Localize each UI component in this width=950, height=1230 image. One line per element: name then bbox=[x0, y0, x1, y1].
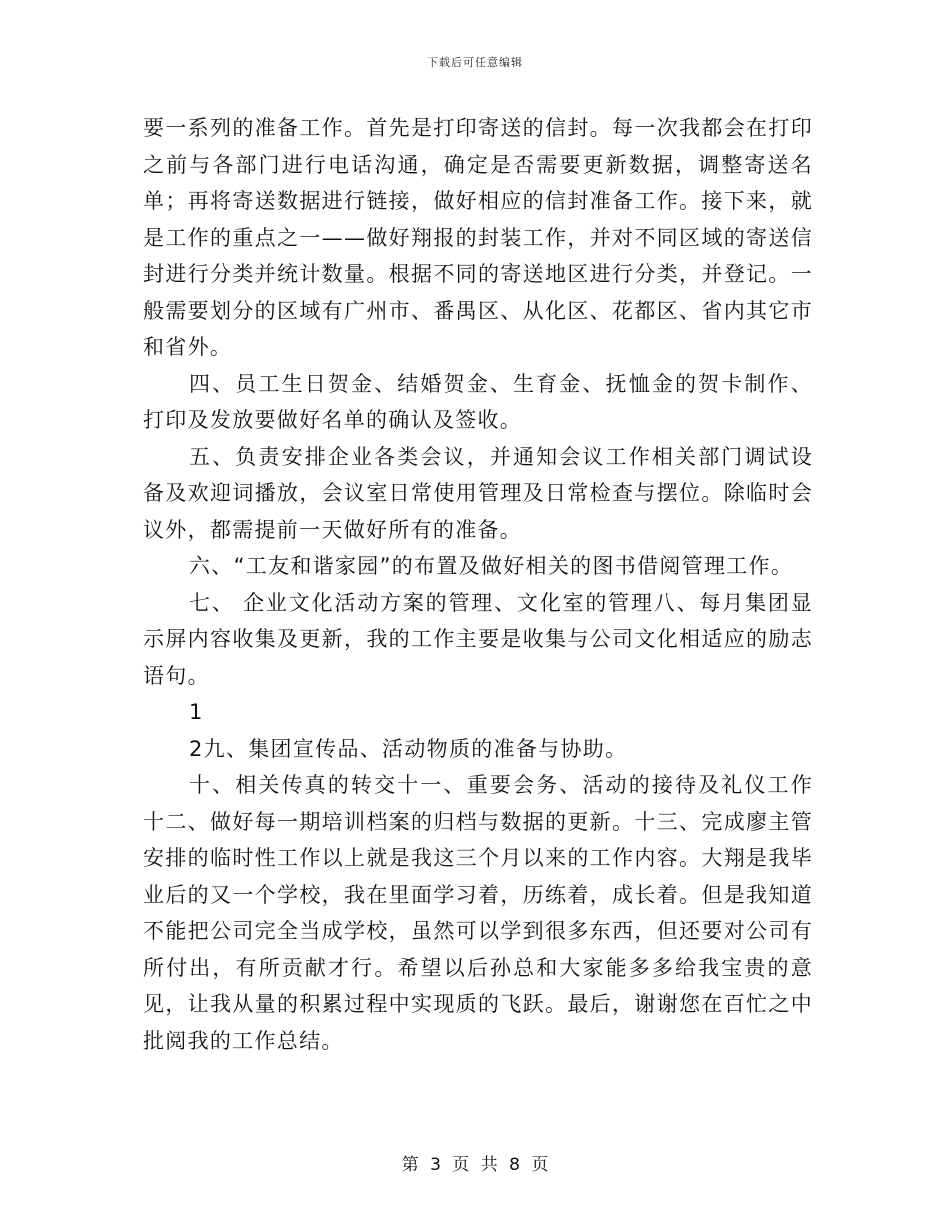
header-note: 下载后可任意编辑 bbox=[427, 56, 523, 69]
paragraph-item-seven: 七、 企业文化活动方案的管理、文化室的管理八、每月集团显示屏内容收集及更新，我的工作主要是收集与公司文化相适应的励志语句。 bbox=[143, 590, 813, 688]
paragraph-item-nine: 2九、集团宣传品、活动物质的准备与协助。 bbox=[189, 736, 628, 761]
paragraph-envelope-prep: 要一系列的准备工作。首先是打印寄送的信封。每一次我都会在打印之前与各部门进行电话沟通，确定是否需要更新数据，调整寄送名单；再将寄送数据进行链接，做好相应的信封准备工作。接下来，就是工作的重点之一——做好翔报的封装工作，并对不同区域的寄送信封进行分类并统计数量。根据不同的寄送地区进行分类，并登记。一般需要划分的区域有广州市、番禺区、从化区、花都区、省内其它市和省外。 bbox=[143, 116, 813, 359]
paragraph-item-four: 四、员工生日贺金、结婚贺金、生育金、抚恤金的贺卡制作、打印及发放要做好名单的确认及签收。 bbox=[143, 371, 813, 432]
paragraph-item-five: 五、负责安排企业各类会议，并通知会议工作相关部门调试设备及欢迎词播放，会议室日常使用管理及日常检查与摆位。除临时会议外，都需提前一天做好所有的准备。 bbox=[143, 444, 813, 542]
footer-page-word: 页 bbox=[452, 1155, 470, 1175]
paragraph-item-ten-conclusion: 十、相关传真的转交十一、重要会务、活动的接待及礼仪工作十二、做好每一期培训档案的归档与数据的更新。十三、完成廖主管安排的临时性工作以上就是我这三个月以来的工作内容。大翔是我毕业后的又一个学校，我在里面学习着，历练着，成长着。但是我知道不能把公司完全当成学校，虽然可以学到很多东西，但还要对公司有所付出，有所贡献才行。希望以后孙总和大家能多多给我宝贵的意见，让我从量的积累过程中实现质的飞跃。最后，谢谢您在百忙之中批阅我的工作总结。 bbox=[143, 773, 813, 1053]
footer-total-word: 共 bbox=[480, 1155, 498, 1175]
paragraph-item-six: 六、“工友和谐家园”的布置及做好相关的图书借阅管理工作。 bbox=[189, 554, 794, 578]
page-footer bbox=[0, 1150, 950, 1175]
paragraph-number-one: 1 bbox=[189, 700, 204, 724]
footer-suffix: 页 bbox=[531, 1155, 549, 1175]
footer-total-pages: 8 bbox=[509, 1155, 520, 1175]
footer-prefix: 第 bbox=[401, 1155, 419, 1175]
footer-current-page: 3 bbox=[430, 1155, 441, 1175]
document-body bbox=[143, 110, 813, 1059]
